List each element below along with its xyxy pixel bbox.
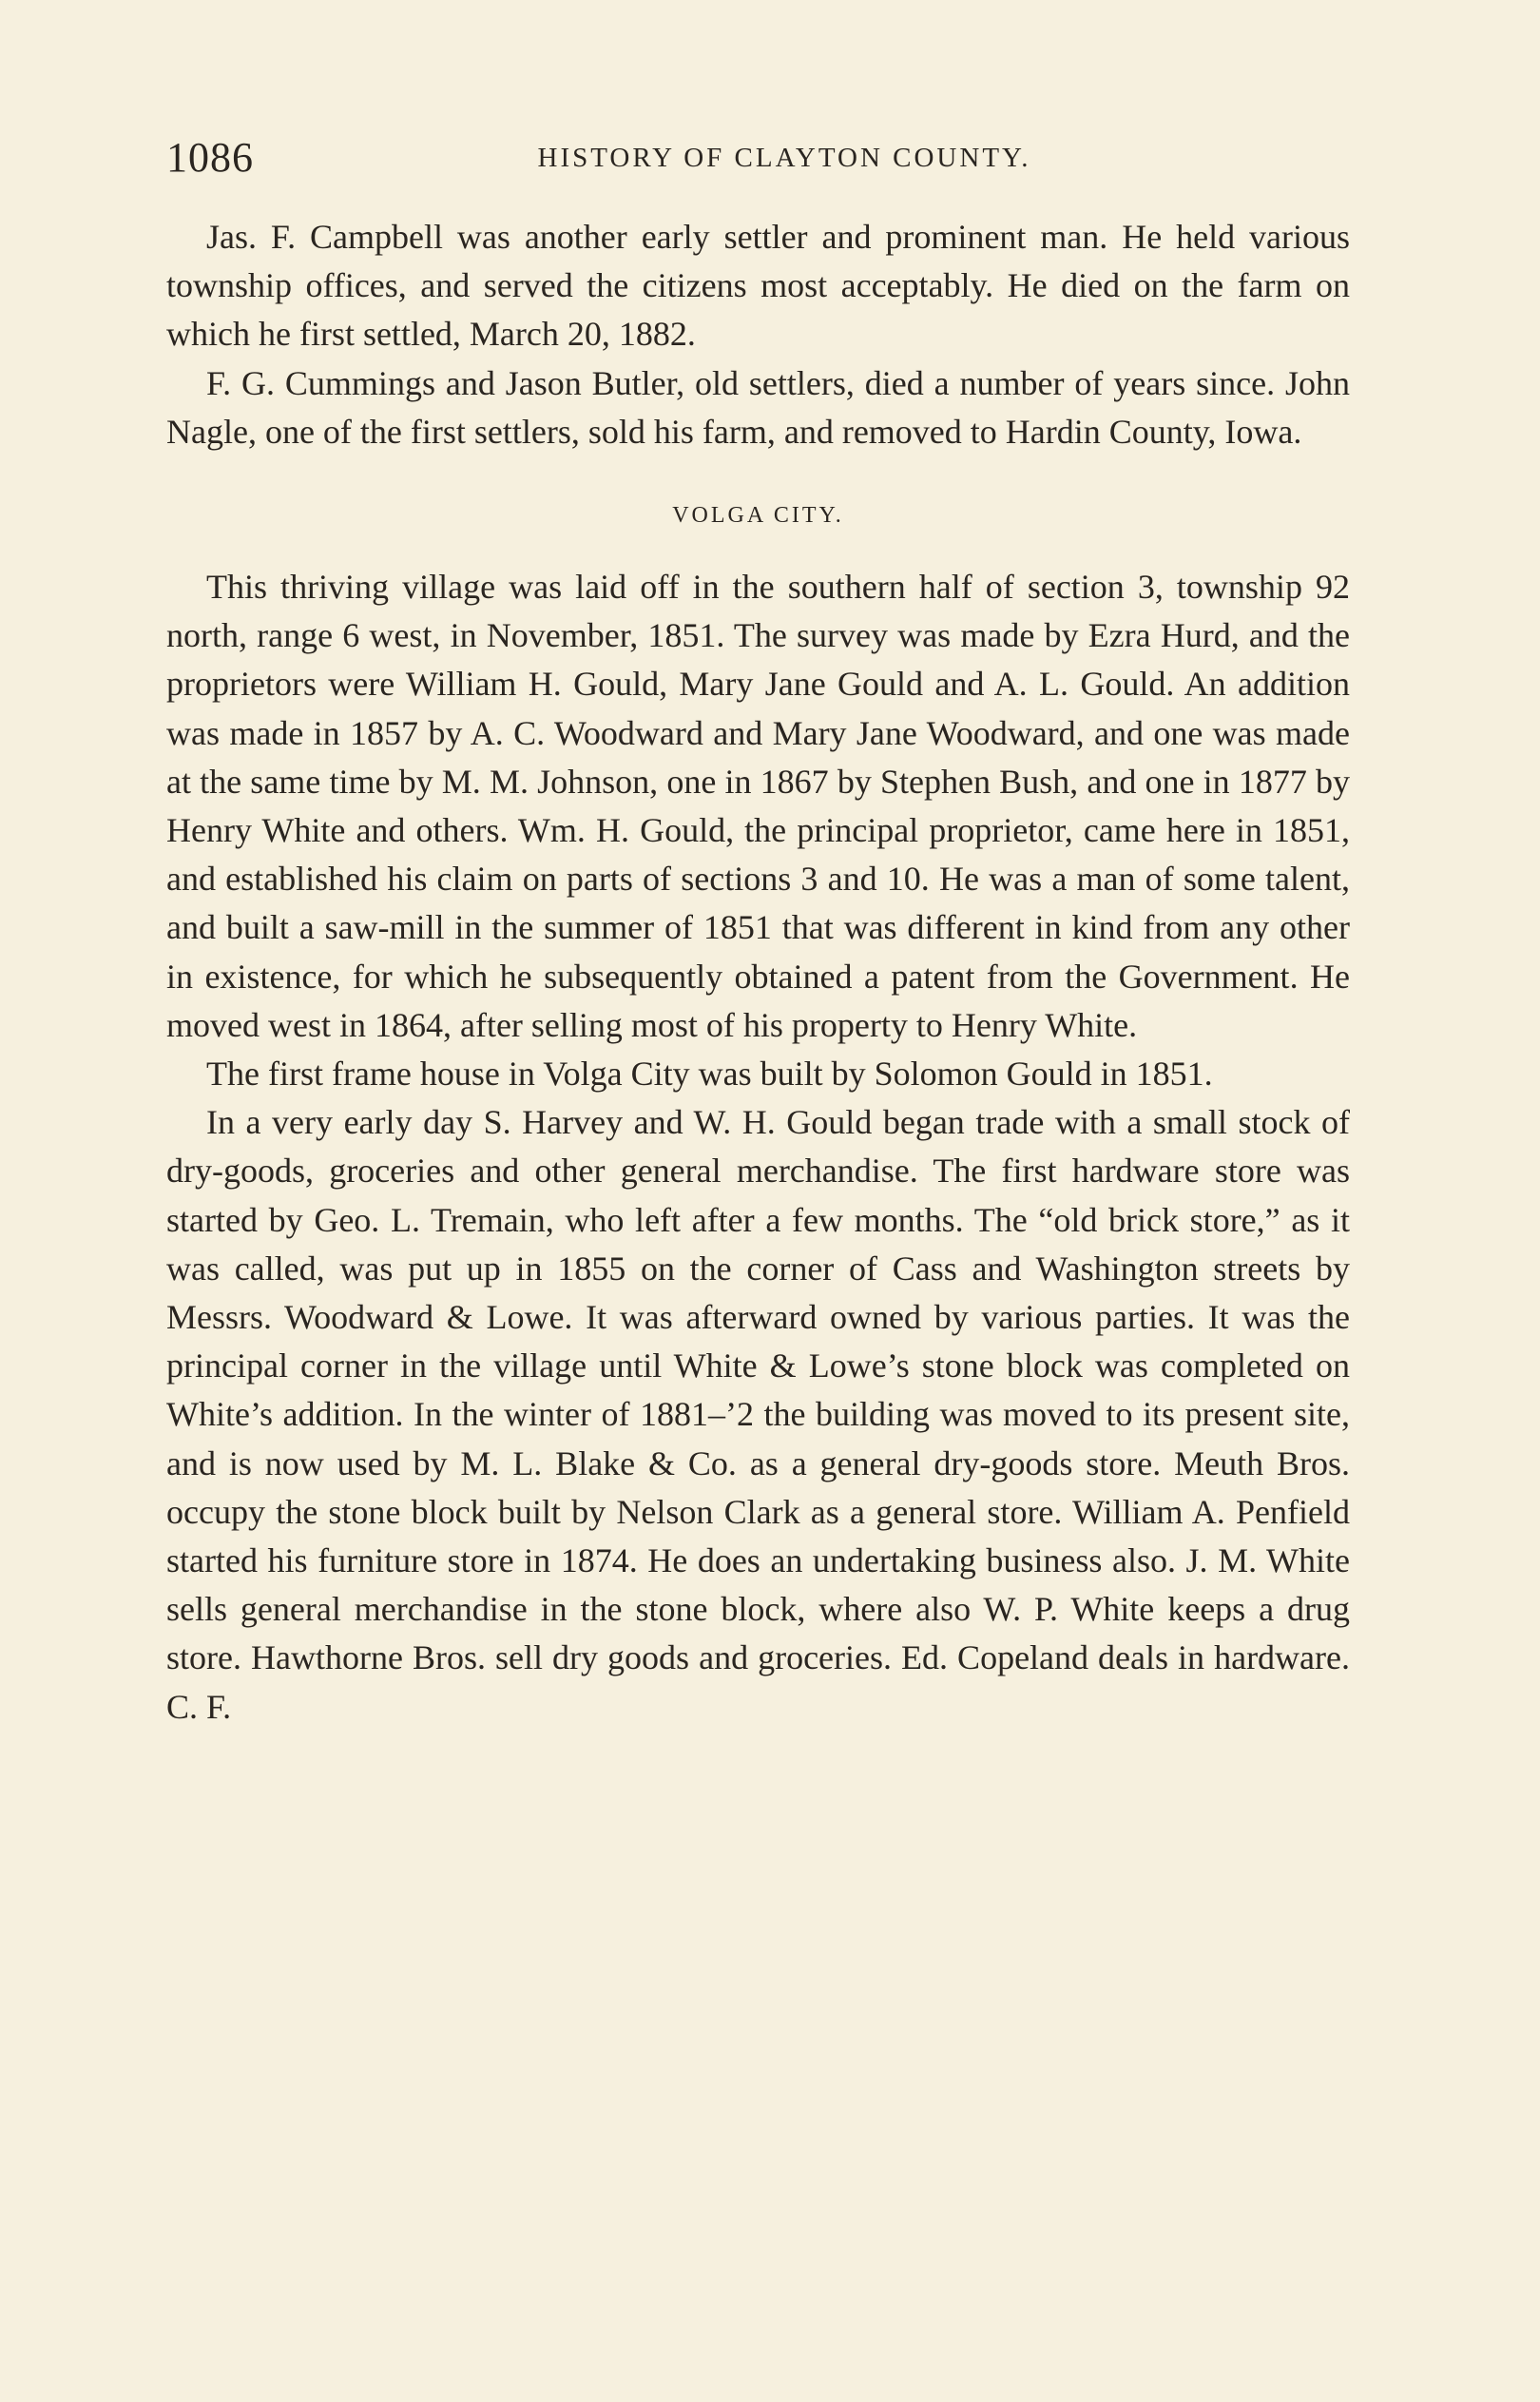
body-text xyxy=(166,213,1350,1732)
section-heading: VOLGA CITY. xyxy=(672,503,844,529)
paragraph: This thriving village was laid off in the southern half of section 3, township 92 north, range 6 west, in November, 1851. The survey was made by Ezra Hurd, and the proprietors were William H. Gould, Mary Jane Gould and A. L. Gould. An addition was made in 1857 by A. C. Woodward and Mary Jane Woodward, and one was made at the same time by M. M. Johnson, one in 1867 by Stephen Bush, and one in 1877 by Henry White and others. Wm. H. Gould, the principal proprietor, came here in 1851, and established his claim on parts of sections 3 and 10. He was a man of some talent, and built a saw-mill in the summer of 1851 that was different in kind from any other in existence, for which he subsequently obtained a patent from the Government. He moved west in 1864, after selling most of his property to Henry White. xyxy=(166,568,1350,1044)
paragraph: Jas. F. Campbell was another early settler and prominent man. He held various township offices, and served the citizens most acceptably. He died on the farm on which he first settled, March 20, 1882. xyxy=(166,218,1350,354)
page-header xyxy=(166,133,1364,190)
paragraph: In a very early day S. Harvey and W. H. Gould began trade with a small stock of dry-goods, groceries and other general merchandise. The first hardware store was started by Geo. L. Tremain, who left after a few months. The “old brick store,” as it was called, was put up in 1855 on the corner of Cass and Washington streets by Messrs. Woodward & Lowe. It was afterward owned by various parties. It was the principal corner in the village until White & Lowe’s stone block was completed on White’s addition. In the winter of 1881–’2 the building was moved to its present site, and is now used by M. L. Blake & Co. as a general dry-goods store. Meuth Bros. occupy the stone block built by Nelson Clark as a general store. William A. Penfield started his furniture store in 1874. He does an undertaking business also. J. M. White sells general merchandise in the stone block, where also W. P. White keeps a drug store. Hawthorne Bros. sell dry goods and groceries. Ed. Copeland deals in hardware. C. F. xyxy=(166,1103,1350,1726)
paragraph: F. G. Cummings and Jason Butler, old settlers, died a number of years since. John Nagle, one of the first settlers, sold his farm, and removed to Hardin County, Iowa. xyxy=(166,363,1350,451)
page-number: 1086 xyxy=(166,134,254,181)
paragraph: The first frame house in Volga City was built by Solomon Gould in 1851. xyxy=(206,1055,1213,1094)
running-title: HISTORY OF CLAYTON COUNTY. xyxy=(537,143,1031,173)
